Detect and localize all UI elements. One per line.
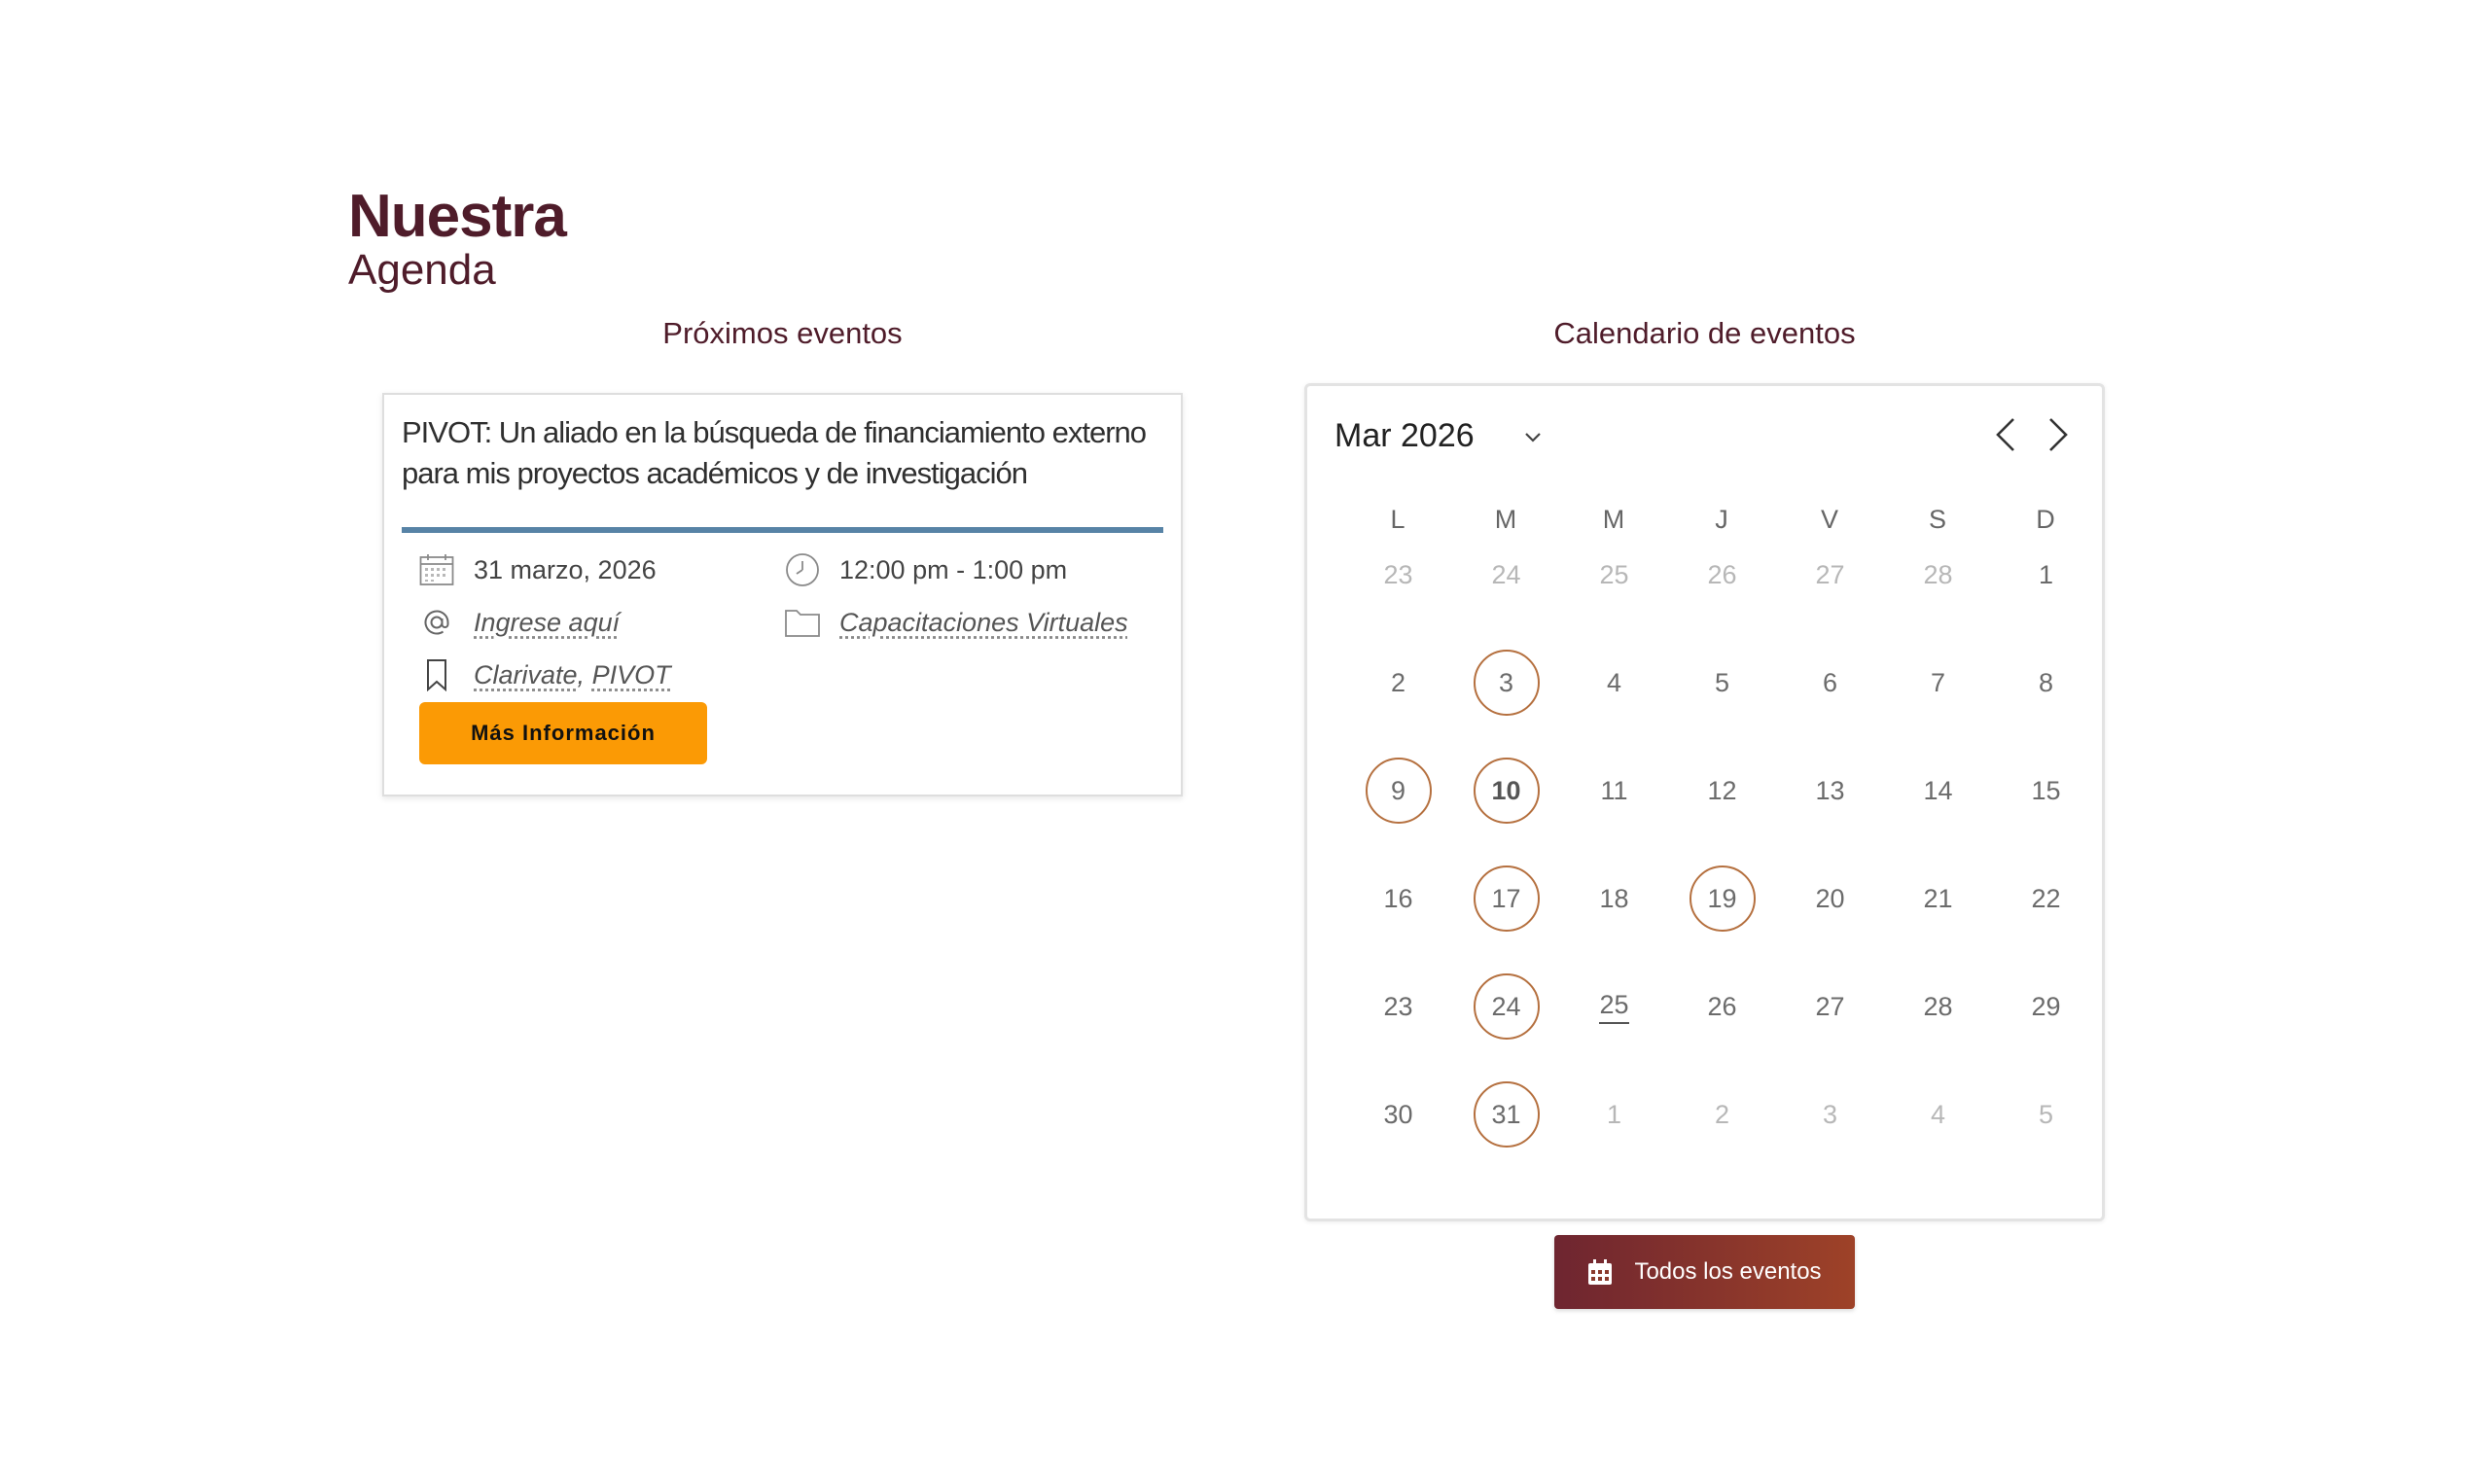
- calendar-day-with-event[interactable]: [1474, 866, 1540, 932]
- calendar-icon: [1587, 1258, 1613, 1286]
- calendar-day-number: 10: [1491, 775, 1521, 805]
- calendar-day[interactable]: [1366, 542, 1432, 608]
- upcoming-events-title: Próximos eventos: [662, 316, 903, 350]
- calendar-day[interactable]: [2013, 650, 2080, 716]
- tag-link-clarivate[interactable]: Clarivate: [474, 659, 578, 689]
- calendar-day[interactable]: [1905, 973, 1972, 1040]
- calendar-day-number: 2: [1390, 667, 1406, 697]
- calendar-day[interactable]: [1690, 1081, 1756, 1148]
- calendar-day[interactable]: [1905, 758, 1972, 824]
- calendar-day[interactable]: [1905, 542, 1972, 608]
- weekday-header: [1344, 505, 2103, 544]
- calendar-day-number: 25: [1599, 990, 1628, 1024]
- next-month-button[interactable]: [2041, 413, 2076, 456]
- calendar-day-number: 5: [2038, 1099, 2054, 1129]
- calendar-day[interactable]: [1582, 650, 1648, 716]
- calendar-day[interactable]: [1582, 758, 1648, 824]
- calendar-day-number: 20: [1815, 883, 1845, 913]
- calendar-day[interactable]: [2013, 1081, 2080, 1148]
- calendar-day[interactable]: [1690, 758, 1756, 824]
- calendar-day[interactable]: [1366, 1081, 1432, 1148]
- calendar-day[interactable]: [1582, 542, 1648, 608]
- calendar-day-number: 17: [1491, 883, 1521, 913]
- all-events-button[interactable]: [1554, 1235, 1855, 1309]
- calendar-day-number: 18: [1599, 883, 1629, 913]
- event-date-text: 31 marzo, 2026: [474, 554, 657, 584]
- calendar-day-number: 28: [1923, 559, 1953, 589]
- calendar-day[interactable]: [1797, 1081, 1864, 1148]
- calendar-day-number: 24: [1491, 991, 1521, 1021]
- at-icon: [417, 603, 456, 642]
- event-location: [417, 603, 620, 642]
- event-title[interactable]: PIVOT: Un aliado en la búsqueda de financiamiento externo para mis proyectos académicos y de investigación: [402, 415, 1147, 490]
- calendar-day-number: 21: [1923, 883, 1953, 913]
- tag-link-pivot[interactable]: PIVOT: [591, 659, 671, 689]
- calendar-day-with-event[interactable]: [1690, 866, 1756, 932]
- calendar-day[interactable]: [1366, 650, 1432, 716]
- calendar-day-number: 26: [1707, 991, 1737, 1021]
- bookmark-icon: [417, 655, 456, 694]
- calendar-day-number: 28: [1923, 991, 1953, 1021]
- calendar-day[interactable]: [1797, 542, 1864, 608]
- calendar-day-number: 9: [1390, 775, 1406, 805]
- calendar-day[interactable]: [2013, 973, 2080, 1040]
- calendar-day[interactable]: [1690, 542, 1756, 608]
- calendar-day-with-event[interactable]: [1474, 650, 1540, 716]
- calendar-day-number: 22: [2031, 883, 2061, 913]
- calendar-day[interactable]: [2013, 542, 2080, 608]
- calendar-day-number: 23: [1383, 991, 1413, 1021]
- event-divider: [402, 527, 1163, 533]
- event-time-text: 12:00 pm - 1:00 pm: [839, 554, 1068, 584]
- more-info-button[interactable]: Más Información: [419, 702, 707, 764]
- event-date: [417, 550, 657, 589]
- calendar-day-number: 8: [2038, 667, 2054, 697]
- calendar-day-number: 31: [1491, 1099, 1521, 1129]
- folder-icon: [783, 603, 822, 642]
- calendar-day[interactable]: [1366, 973, 1432, 1040]
- calendar-day-number: 1: [1606, 1099, 1622, 1129]
- event-time: [783, 550, 1067, 589]
- calendar-day[interactable]: [1474, 542, 1540, 608]
- calendar-day-number: 15: [2031, 775, 2061, 805]
- events-calendar: [1304, 383, 2105, 1221]
- calendar-day[interactable]: [1690, 973, 1756, 1040]
- calendar-day[interactable]: [1905, 866, 1972, 932]
- calendar-day-with-event[interactable]: [1474, 758, 1540, 824]
- calendar-day[interactable]: [1797, 866, 1864, 932]
- weekday-label: S: [1928, 505, 1947, 534]
- calendar-title: Calendario de eventos: [1553, 316, 1856, 350]
- calendar-day[interactable]: [2013, 866, 2080, 932]
- calendar-day-number: 3: [1822, 1099, 1838, 1129]
- category-link[interactable]: Capacitaciones Virtuales: [839, 607, 1128, 637]
- calendar-day[interactable]: [1366, 866, 1432, 932]
- calendar-icon: [417, 550, 456, 589]
- calendar-day-number: 1: [2038, 559, 2054, 589]
- calendar-grid: [1344, 546, 2103, 1197]
- chevron-down-icon[interactable]: [1519, 423, 1547, 450]
- calendar-day-number: 11: [1600, 775, 1628, 805]
- calendar-day-with-event[interactable]: [1474, 973, 1540, 1040]
- weekday-label: V: [1820, 505, 1839, 534]
- chevron-left-icon: [1988, 413, 2023, 456]
- calendar-day-number: 2: [1714, 1099, 1730, 1129]
- weekday-label: D: [2036, 505, 2056, 534]
- section-heading-bold: Nuestra: [348, 183, 566, 250]
- calendar-day-number: 4: [1930, 1099, 1946, 1129]
- calendar-day-number: 25: [1599, 559, 1629, 589]
- calendar-day-with-event[interactable]: [1366, 758, 1432, 824]
- event-card: [382, 393, 1183, 796]
- clock-icon: [783, 550, 822, 589]
- weekday-label: J: [1715, 505, 1729, 534]
- calendar-day-number: 14: [1923, 775, 1953, 805]
- calendar-day[interactable]: [2013, 758, 2080, 824]
- tag-separator: ,: [577, 659, 592, 689]
- calendar-day[interactable]: [1690, 650, 1756, 716]
- event-category: [783, 603, 1128, 642]
- weekday-label: L: [1390, 505, 1406, 534]
- calendar-day[interactable]: [1905, 1081, 1972, 1148]
- calendar-day-number: 30: [1383, 1099, 1413, 1129]
- calendar-day[interactable]: [1905, 650, 1972, 716]
- calendar-day[interactable]: [1797, 650, 1864, 716]
- calendar-day-number: 3: [1498, 667, 1514, 697]
- calendar-day-number: 23: [1383, 559, 1413, 589]
- calendar-day-number: 19: [1707, 883, 1737, 913]
- month-label[interactable]: Mar 2026: [1334, 417, 1475, 454]
- calendar-day-number: 24: [1491, 559, 1521, 589]
- prev-month-button[interactable]: [1988, 413, 2023, 456]
- calendar-day-number: 5: [1714, 667, 1730, 697]
- calendar-day-number: 16: [1383, 883, 1413, 913]
- calendar-day[interactable]: [1582, 866, 1648, 932]
- calendar-day[interactable]: [1582, 1081, 1648, 1148]
- section-heading-light: Agenda: [348, 246, 496, 294]
- calendar-day-number: 6: [1822, 667, 1838, 697]
- calendar-day[interactable]: [1797, 758, 1864, 824]
- all-events-label: Todos los eventos: [1634, 1258, 1822, 1285]
- calendar-day-number: 27: [1815, 991, 1845, 1021]
- calendar-day[interactable]: [1797, 973, 1864, 1040]
- calendar-day-number: 27: [1815, 559, 1845, 589]
- weekday-label: M: [1602, 505, 1626, 534]
- calendar-day-number: 29: [2031, 991, 2061, 1021]
- calendar-day[interactable]: [1582, 973, 1648, 1040]
- chevron-right-icon: [2041, 413, 2076, 456]
- calendar-day-number: 4: [1606, 667, 1622, 697]
- weekday-label: M: [1494, 505, 1518, 534]
- event-tags: [417, 655, 671, 694]
- calendar-day-number: 13: [1815, 775, 1845, 805]
- calendar-day-number: 7: [1930, 667, 1946, 697]
- location-link[interactable]: Ingrese aquí: [474, 607, 621, 637]
- calendar-day-number: 26: [1707, 559, 1737, 589]
- calendar-day-number: 12: [1707, 775, 1737, 805]
- calendar-day-with-event[interactable]: [1474, 1081, 1540, 1148]
